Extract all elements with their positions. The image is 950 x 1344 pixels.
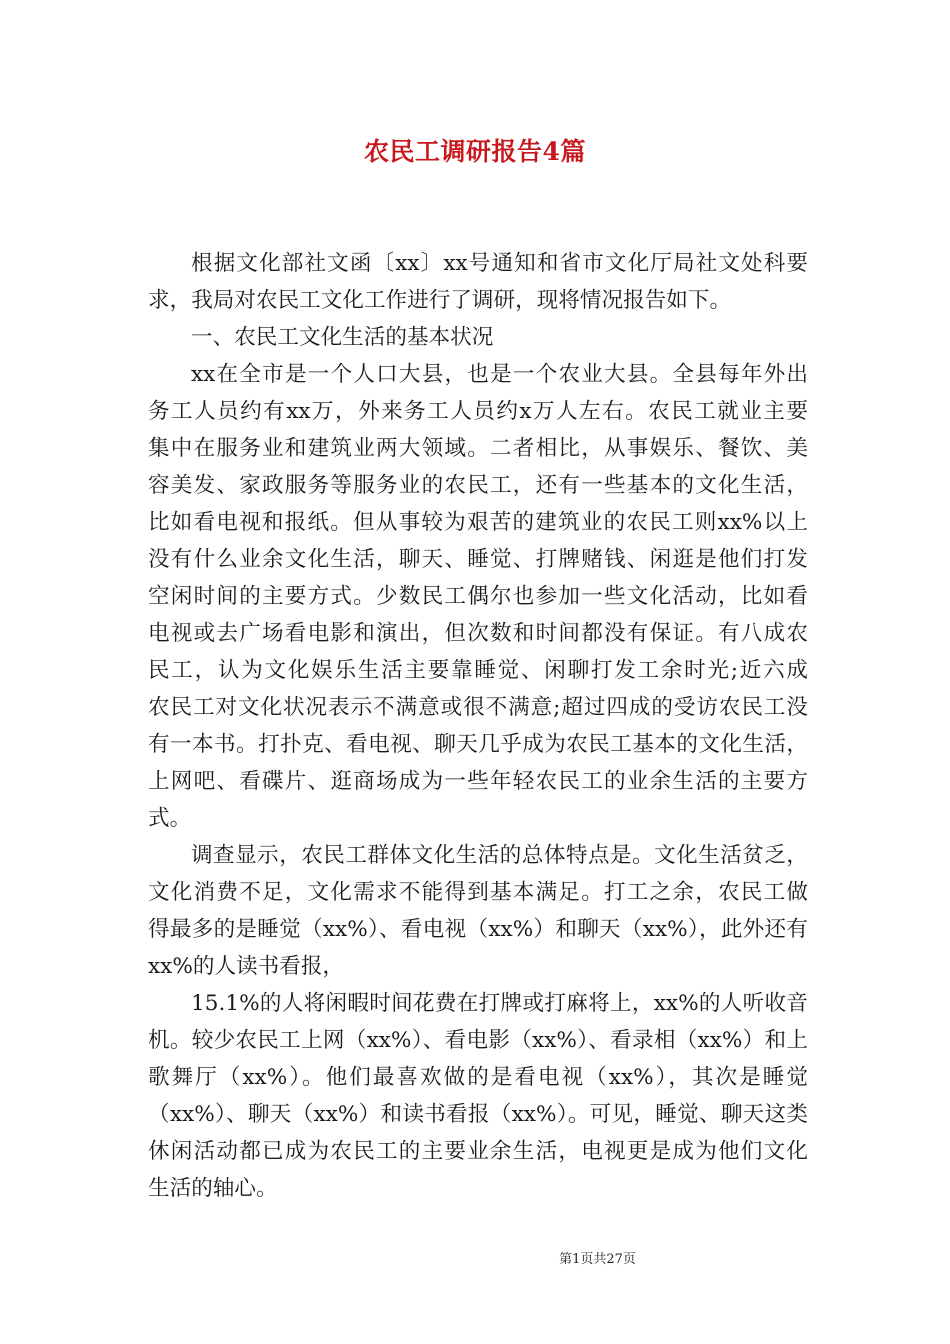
paragraph-line: 务工人员约有xx万，外来务工人员约x万人左右。农民工就业主要 bbox=[148, 399, 808, 424]
page-number-footer: 第1页共27页 bbox=[559, 1252, 636, 1267]
paragraph-line: 机。较少农民工上网（xx%）、看电影（xx%）、看录相（xx%）和上 bbox=[148, 1028, 808, 1053]
paragraph-line: 求，我局对农民工文化工作进行了调研，现将情况报告如下。 bbox=[148, 288, 732, 313]
document-title: 农民工调研报告4篇 bbox=[364, 137, 586, 166]
paragraph-line: 容美发、家政服务等服务业的农民工，还有一些基本的文化生活， bbox=[148, 473, 808, 498]
paragraph-line: 歌舞厅（xx%）。他们最喜欢做的是看电视（xx%），其次是睡觉 bbox=[148, 1065, 808, 1090]
section-heading: 一、农民工文化生活的基本状况 bbox=[191, 325, 494, 350]
paragraph-line: （xx%）、聊天（xx%）和读书看报（xx%）。可见，睡觉、聊天这类 bbox=[148, 1102, 808, 1127]
paragraph-line: 没有什么业余文化生活，聊天、睡觉、打牌赌钱、闲逛是他们打发 bbox=[148, 547, 808, 572]
paragraph-line: 民工，认为文化娱乐生活主要靠睡觉、闲聊打发工余时光;近六成 bbox=[148, 658, 808, 683]
paragraph-line: 集中在服务业和建筑业两大领域。二者相比，从事娱乐、餐饮、美 bbox=[148, 436, 808, 461]
paragraph-line: 15.1%的人将闲暇时间花费在打牌或打麻将上，xx%的人听收音 bbox=[191, 991, 808, 1016]
paragraph-line: 生活的轴心。 bbox=[148, 1176, 278, 1201]
paragraph-line: 电视或去广场看电影和演出，但次数和时间都没有保证。有八成农 bbox=[148, 621, 808, 646]
paragraph-line: 式。 bbox=[148, 806, 192, 831]
paragraph-line: 农民工对文化状况表示不满意或很不满意;超过四成的受访农民工没 bbox=[148, 695, 808, 720]
paragraph-line: 调查显示，农民工群体文化生活的总体特点是。文化生活贫乏， bbox=[191, 843, 808, 868]
paragraph-line: 得最多的是睡觉（xx%）、看电视（xx%）和聊天（xx%），此外还有 bbox=[148, 917, 808, 942]
paragraph-line: xx在全市是一个人口大县，也是一个农业大县。全县每年外出 bbox=[191, 362, 808, 387]
paragraph-line: 比如看电视和报纸。但从事较为艰苦的建筑业的农民工则xx%以上 bbox=[148, 510, 808, 535]
paragraph-line: xx%的人读书看报， bbox=[148, 954, 345, 979]
paragraph-line: 有一本书。打扑克、看电视、聊天几乎成为农民工基本的文化生活， bbox=[148, 732, 808, 757]
paragraph-line: 上网吧、看碟片、逛商场成为一些年轻农民工的业余生活的主要方 bbox=[148, 769, 808, 794]
paragraph-line: 根据文化部社文函〔xx〕xx号通知和省市文化厅局社文处科要 bbox=[191, 251, 808, 276]
paragraph-line: 休闲活动都已成为农民工的主要业余生活，电视更是成为他们文化 bbox=[148, 1139, 808, 1164]
paragraph-line: 文化消费不足，文化需求不能得到基本满足。打工之余，农民工做 bbox=[148, 880, 808, 905]
paragraph-line: 空闲时间的主要方式。少数民工偶尔也参加一些文化活动，比如看 bbox=[148, 584, 808, 609]
